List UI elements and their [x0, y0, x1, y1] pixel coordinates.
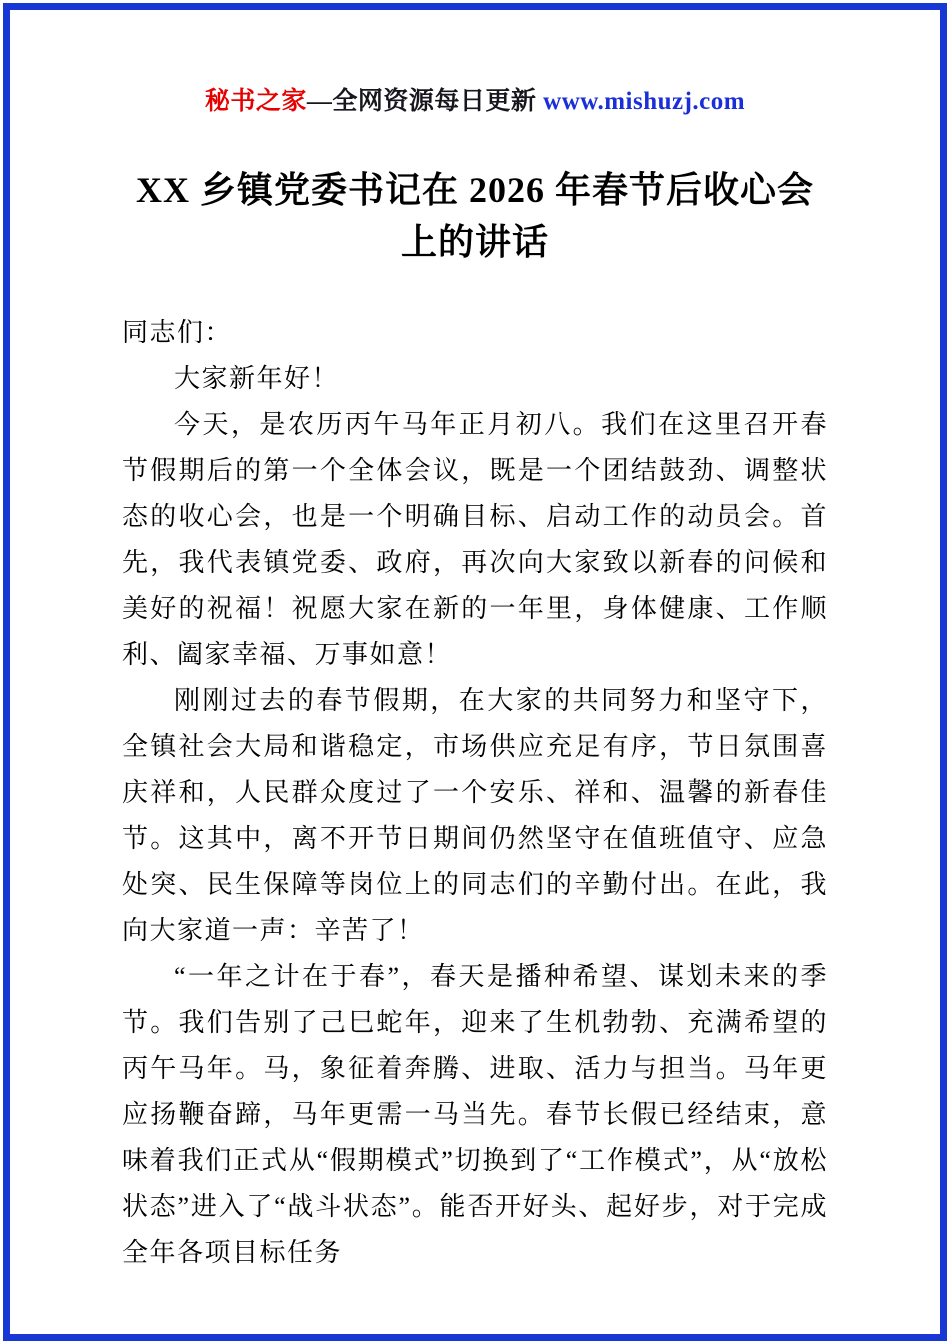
paragraph: 大家新年好！: [174, 364, 340, 393]
paragraph: 同志们：: [122, 318, 233, 347]
paragraph: 今天，是农历丙午马年正月初八。我们在这里召开春节假期后的第一个全体会议，既是一个团结鼓劲、调整状态的收心会，也是一个明确目标、启动工作的动员会。首先，我代表镇党委、政府，再次向大家致以新春的问候和美好的祝福！祝愿大家在新的一年里，身体健康、工作顺利、阖家幸福、万事如意！: [122, 410, 828, 669]
brand-name: 秘书之家: [204, 88, 307, 115]
document-title: XX 乡镇党委书记在 2026 年春节后收心会上的讲话: [136, 170, 814, 262]
site-url[interactable]: www.mishuzj.com: [543, 88, 746, 115]
paragraph: “一年之计在于春”，春天是播种希望、谋划未来的季节。我们告别了己巳蛇年，迎来了生机勃勃、充满希望的丙午马年。马，象征着奔腾、进取、活力与担当。马年更应扬鞭奋蹄，马年更需一马当先。春节长假已经结束，意味着我们正式从“假期模式”切换到了“工作模式”，从“放松状态”进入了“战斗状态”。能否开好头、起好步，对于完成全年各项目标任务: [122, 962, 828, 1267]
paragraph: 刚刚过去的春节假期，在大家的共同努力和坚守下，全镇社会大局和谐稳定，市场供应充足有序，节日氛围喜庆祥和，人民群众度过了一个安乐、祥和、温馨的新春佳节。这其中，离不开节日期间仍然坚守在值班值守、应急处突、民生保障等岗位上的同志们的辛勤付出。在此，我向大家道一声：辛苦了！: [122, 686, 828, 945]
header-tagline: —全网资源每日更新: [306, 88, 544, 115]
document-body: [0, 310, 950, 1276]
site-header: [0, 86, 950, 118]
